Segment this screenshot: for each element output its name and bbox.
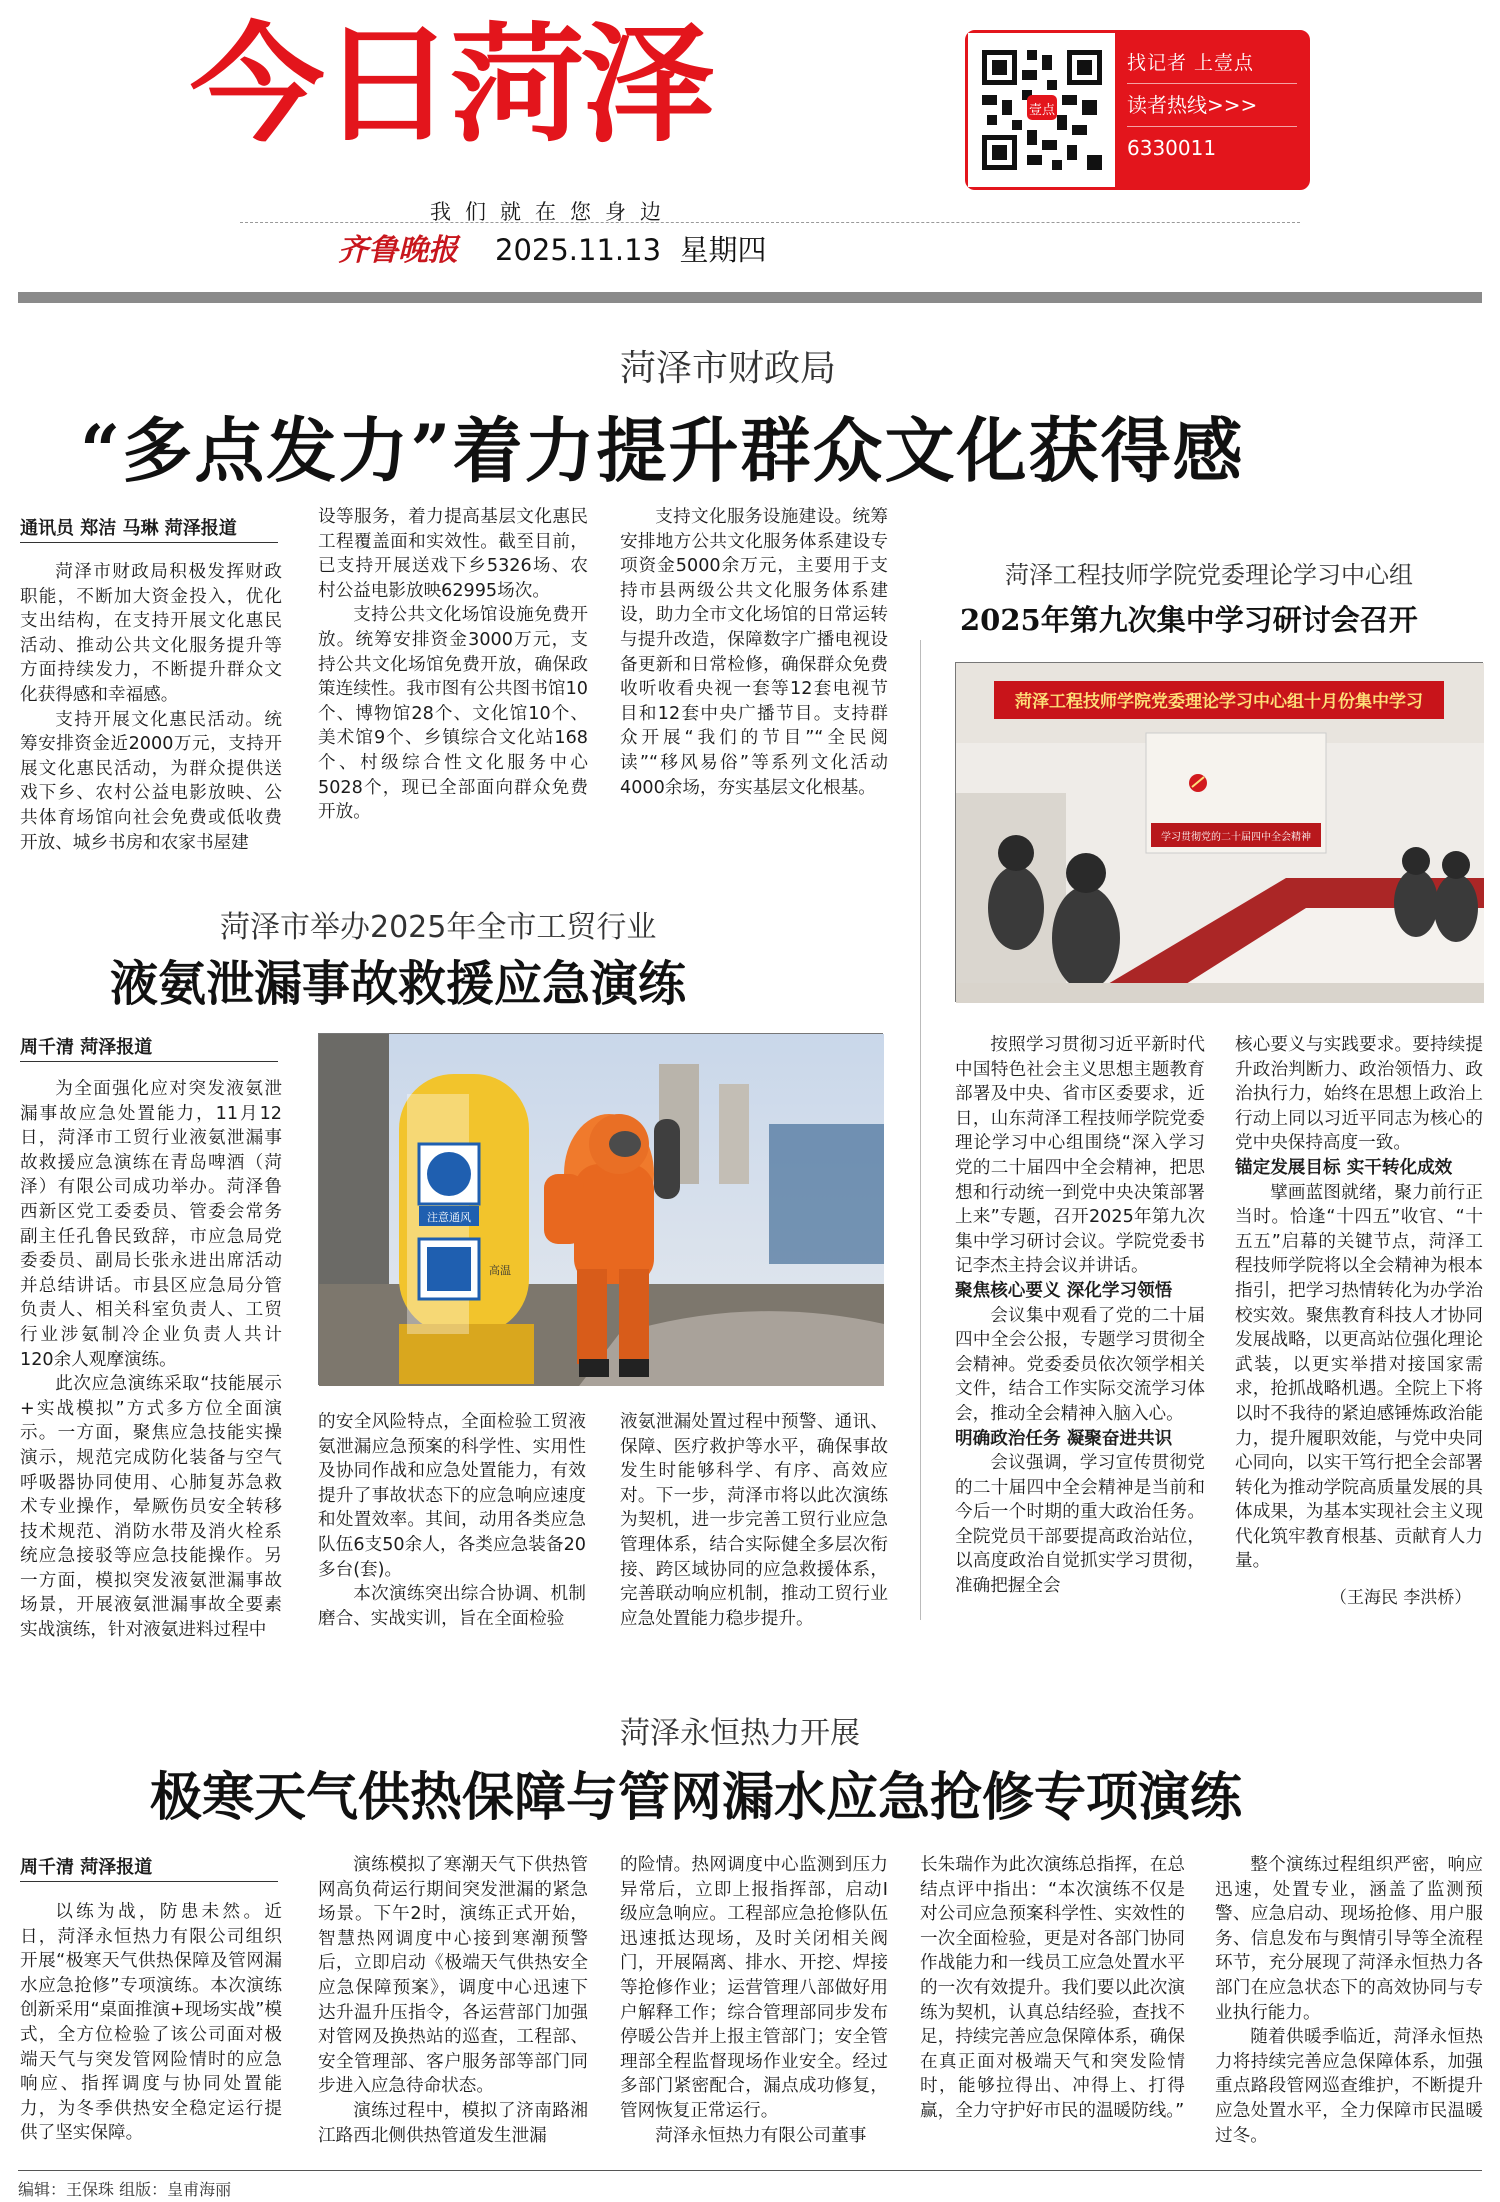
article2-subhead1: 聚焦核心要义 深化学习领悟: [955, 1280, 1173, 1301]
article4-kicker: 菏泽永恒热力开展: [620, 1716, 860, 1751]
masthead-rule: [240, 222, 1300, 223]
newspaper-brand: 齐鲁晚报: [338, 233, 458, 268]
page-footer: 编辑：王保珠 组版：皇甫海丽: [18, 2180, 232, 2199]
masthead-bottom-bar: [18, 292, 1482, 303]
article3-col1: 为全面强化应对突发液氨泄漏事故应急处置能力，11月12日，菏泽市工贸行业液氨泄漏事故救援应急演练在青岛啤酒（菏泽）有限公司成功举办。菏泽鲁西新区党工委委员、管委会常务副主任孔鲁民致辞，市应急局党委委员、副局长张永进出席活动并总结讲话。市县区应急局分管负责人、相关科室负责人、工贸行业涉氨制冷企业负责人共计120余人观摩演练。 此次应急演练采取“技能展示+实战模拟”方式多方位全面演示。一方面，聚焦应急技能实操演示，规范完成防化装备与空气呼吸器协同使用、心肺复苏急救术专业操作，晕厥伤员安全转移技术规范、消防水带及消火栓系统应急接驳等应急技能操作。另一方面，模拟突发液氨泄漏事故场景，开展液氨泄漏事故全要素实战演练，针对液氨进料过程中: [20, 1079, 282, 1641]
article4-col4: 长朱瑞作为此次演练总指挥，在总结点评中指出：“本次演练不仅是对公司应急预案科学性、实效性的一次全面检验，更是对各部门协同作战能力和一线员工应急处置水平的一次有效提升。我们要以此次演练为契机，认真总结经验，查找不足，持续完善应急保障体系，确保在真正面对极端天气和突发险情时，能够拉得出、冲得上、打得赢，全力守护好市民的温暖防线。”: [920, 1855, 1185, 2121]
article4-headline: 极寒天气供热保障与管网漏水应急抢修专项演练: [150, 1767, 1243, 1828]
article2-headline: 2025年第九次集中学习研讨会召开: [960, 603, 1418, 637]
article3-col2: 的安全风险特点，全面检验工贸液氨泄漏应急预案的科学性、实用性及协同作战和应急处置能力，有效提升了事故状态下的应急响应速度和处置效率。其间，动用各类应急队伍6支50余人，各类应急装备20多台(套)。 本次演练突出综合协调、机制磨合、实战实训，旨在全面检验: [318, 1412, 586, 1629]
column-divider: [920, 640, 921, 1620]
article3-headline: 液氨泄漏事故救援应急演练: [110, 956, 687, 1012]
drill-photo: [318, 1033, 883, 1385]
article1-col2: 设等服务，着力提高基层文化惠民工程覆盖面和实效性。截至目前，已支持开展送戏下乡5326场、农村公益电影放映62995场次。 支持公共文化场馆设施免费开放。统筹安排资金3000万元，支持公共文化场馆免费开放，确保政策连续性。我市图有公共图书馆10个、博物馆28个、文化馆10个、美术馆9个、乡镇综合文化站168个、村级综合性文化服务中心5028个，现已全部面向群众免费开放。: [318, 507, 588, 823]
article2-kicker: 菏泽工程技师学院党委理论学习中心组: [1005, 561, 1413, 589]
masthead-slogan: 我们就在您身边: [430, 200, 675, 224]
qr-code-icon[interactable]: [968, 33, 1115, 187]
article3-col3: 液氨泄漏处置过程中预警、通讯、保障、医疗救护等水平，确保事故发生时能够科学、有序、高效应对。下一步，菏泽市将以此次演练为契机，进一步完善工贸行业应急管理体系，结合实际健全多层次衔接、跨区域协同的应急救援体系，完善联动响应机制，推动工贸行业应急处置能力稳步提升。: [620, 1412, 888, 1629]
article1-col3: 支持文化服务设施建设。统筹安排地方公共文化服务体系建设专项资金5000余万元，主要用于支持市县两级公共文化服务体系建设，助力全市文化场馆的日常运转与提升改造，保障数字广播电视设备更新和日常检修，确保群众免费收听收看央视一套等12套电视节目和12套中央广播节目。支持群众开展“我们的节目”“全民阅读”“移风易俗”等系列文化活动4000余场，夯实基层文化根基。: [620, 507, 888, 798]
article4-col1: 以练为战，防患未然。近日，菏泽永恒热力有限公司组织开展“极寒天气供热保障及管网漏水应急抢修”专项演练。本次演练创新采用“桌面推演+现场实战”模式，全方位检验了该公司面对极端天气与突发管网险情时的应急响应、指挥调度与协同处置能力，为冬季供热安全稳定运行提供了坚实保障。: [20, 1902, 282, 2144]
article4-byline: 周千清 菏泽报道: [20, 1853, 278, 1882]
panel-line-phone: 6330011: [1127, 136, 1217, 161]
party-emblem-icon: [1189, 774, 1207, 792]
study-meeting-photo: [955, 662, 1483, 1002]
issue-date: 2025.11.13 星期四: [495, 233, 767, 267]
article4-col5: 整个演练过程组织严密，响应迅速，处置专业，涵盖了监测预警、应急启动、现场抢修、用户服务、信息发布与舆情引导等全流程环节，充分展现了菏泽永恒热力各部门在应急状态下的高效协同与专业执行能力。 随着供暖季临近，菏泽永恒热力将持续完善应急保障体系，加强重点路段管网巡查维护，不断提升应急处置水平，全力保障市民温暖过冬。: [1215, 1855, 1483, 2146]
warning-sign-ventilation: 注意通风: [427, 1211, 471, 1224]
article1-kicker: 菏泽市财政局: [620, 348, 837, 389]
meeting-screen-text: 学习贯彻党的二十届四中全会精神: [1161, 832, 1311, 843]
article1-headline: “多点发力”着力提升群众文化获得感: [80, 409, 1245, 492]
reader-panel: [965, 30, 1310, 190]
article4-col2: 演练模拟了寒潮天气下供热管网高负荷运行期间突发泄漏的紧急场景。下午2时，演练正式开始，智慧热网调度中心接到寒潮预警后，立即启动《极端天气供热安全应急保障预案》，调度中心迅速下达升温升压指令，各运营部门加强对管网及换热站的巡查，工程部、安全管理部、客户服务部等部门同步进入应急待命状态。 演练过程中，模拟了济南路湘江路西北侧供热管道发生泄漏: [318, 1855, 588, 2146]
article3-byline: 周千清 菏泽报道: [20, 1033, 278, 1062]
article2-subhead2: 明确政治任务 凝聚奋进共识: [955, 1428, 1173, 1449]
article2-col2: 核心要义与实践要求。要持续提升政治判断力、政治领悟力、政治执行力，始终在思想上政治上行动上同以习近平同志为核心的党中央保持高度一致。 锚定发展目标 实干转化成效 擘画蓝图就绪，聚力前行正当时。恰逢“十四五”收官、“十五五”启幕的关键节点，菏泽工程技师学院将以全会精神为根本指引，把学习热情转化为办学治校实效。聚焦教育科技人才协同发展战略，以更高站位强化理论武装，以更实举措对接国家需求，抢抓战略机遇。全院上下将以时不我待的紧迫感锤炼政治能力，提升履职效能，与党中央同心同向，以实干笃行把全会部署转化为推动学院高质量发展的具体成果，为基本实现社会主义现代化筑牢教育根基、贡献育人力量。: [1235, 1035, 1483, 1572]
article3-kicker: 菏泽市举办2025年全市工贸行业: [220, 910, 657, 945]
article2-col1: 按照学习贯彻习近平新时代中国特色社会主义思想主题教育部署及中央、省市区委要求，近日，山东菏泽工程技师学院党委理论学习中心组围绕“深入学习党的二十届四中全会精神，把思想和行动统一到党中央决策部署上来”专题，召开2025年第九次集中学习研讨会议。学院党委书记李杰主持会议并讲话。 聚焦核心要义 深化学习领悟 会议集中观看了党的二十届四中全会公报，专题学习贯彻全会精神。党委委员依次领学相关文件，结合工作实际交流学习体会，推动全会精神入脑入心。 明确政治任务 凝聚奋进共识 会议强调，学习宣传贯彻党的二十届四中全会精神是当前和今后一个时期的重大政治任务。全院党员干部要提高政治站位，以高度政治自觉抓实学习贯彻，准确把握全会: [955, 1035, 1205, 1597]
meeting-banner: 菏泽工程技师学院党委理论学习中心组十月份集中学习: [1015, 692, 1423, 712]
panel-line-reporter: 找记者 上壹点: [1127, 52, 1255, 74]
footer-rule: [18, 2170, 1482, 2171]
article4-col3: 的险情。热网调度中心监测到压力异常后，立即上报指挥部，启动I级应急响应。工程部应急抢修队伍迅速抵达现场，及时关闭相关阀门，开展隔离、排水、开挖、焊接等抢修作业；运营管理八部做好用户解释工作；综合管理部同步发布停暖公告并上报主管部门；安全管理部全程监督现场作业安全。经过多部门紧密配合，漏点成功修复，管网恢复正常运行。 菏泽永恒热力有限公司董事: [620, 1855, 888, 2146]
article1-byline: 通讯员 郑洁 马琳 菏泽报道: [20, 514, 278, 543]
article2-subhead3: 锚定发展目标 实干转化成效: [1235, 1157, 1453, 1178]
panel-line-hotline: 读者热线>>>: [1127, 93, 1258, 118]
masthead-title: 今日菏泽: [190, 11, 711, 160]
article1-col1: 菏泽市财政局积极发挥财政职能，不断加大资金投入，优化支出结构，在支持开展文化惠民活动、推动公共文化服务提升等方面持续发力，不断提升群众文化获得感和幸福感。 支持开展文化惠民活动。统筹安排资金近2000万元，支持开展文化惠民活动，为群众提供送戏下乡、农村公益电影放映、公共体育场馆向社会免费或低收费开放、城乡书房和农家书屋建: [20, 562, 282, 853]
warning-sign-heat: 高温: [489, 1264, 511, 1277]
qr-label: 壹点: [1028, 103, 1055, 118]
article2-credit: （王海民 李洪桥）: [1330, 1588, 1472, 1608]
